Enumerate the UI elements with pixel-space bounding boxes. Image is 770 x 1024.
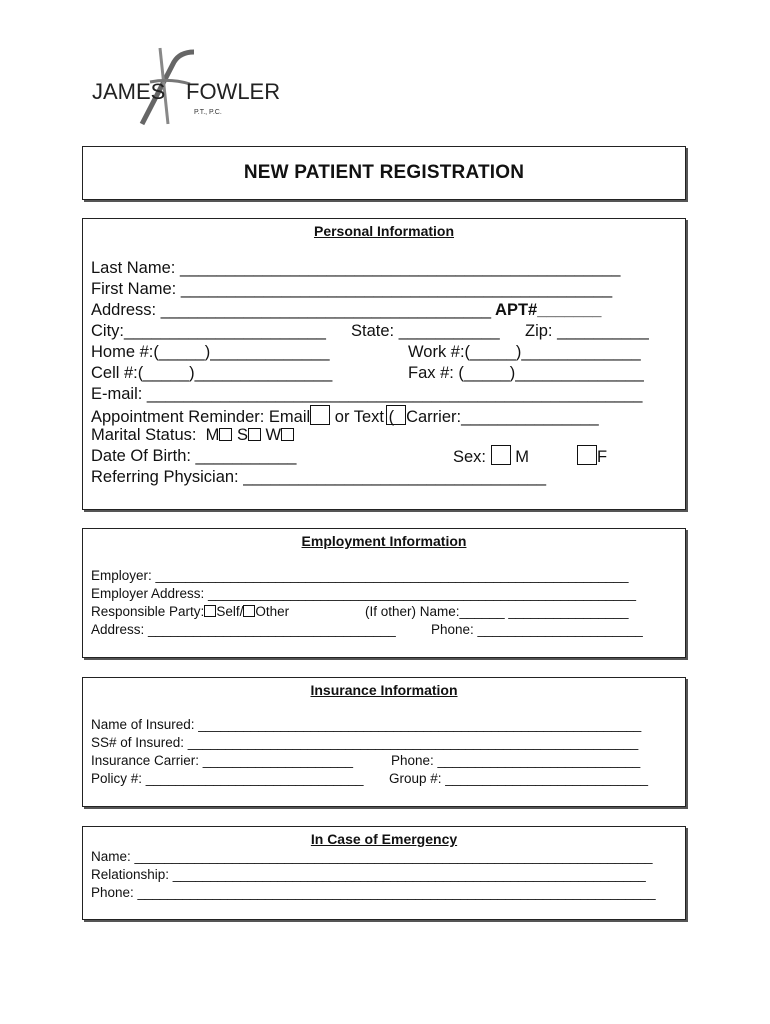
employment-heading: Employment Information (301, 533, 467, 549)
reminder-or-label: or Text ( (330, 408, 395, 426)
referring-physician-field[interactable]: Referring Physician: _________________________________ (91, 468, 547, 486)
marital-m-checkbox[interactable] (219, 428, 232, 441)
email-field[interactable]: E-mail: ______________________________________________________ (91, 385, 643, 403)
emergency-name-field[interactable]: Name: _____________________________________________________________________ (91, 849, 653, 864)
address-line (91, 301, 601, 320)
marital-status-line (91, 426, 294, 445)
marital-w-checkbox[interactable] (281, 428, 294, 441)
employment-information-section (82, 528, 686, 658)
group-number-field[interactable]: Group #: ___________________________ (389, 771, 648, 786)
form-title: NEW PATIENT REGISTRATION (243, 162, 525, 183)
other-checkbox[interactable] (243, 605, 255, 617)
reminder-line (91, 405, 599, 427)
svg-text:FOWLER: FOWLER (186, 79, 280, 104)
sex-f-line (577, 445, 607, 467)
sex-f-label: F (597, 448, 608, 466)
home-phone-field[interactable]: Home #:(_____)_____________ (91, 343, 330, 361)
sex-m-checkbox[interactable] (491, 445, 511, 465)
address-field[interactable]: Address: ____________________________________ (91, 301, 492, 319)
svg-text:JAMES: JAMES (92, 79, 166, 104)
emergency-section (82, 826, 686, 920)
insurance-phone-field[interactable]: Phone: ___________________________ (391, 753, 641, 768)
insurance-carrier-field[interactable]: Insurance Carrier: ____________________ (91, 753, 353, 768)
state-field[interactable]: State: ___________ (351, 322, 500, 340)
apt-field[interactable]: APT#_______ (491, 301, 602, 319)
employer-field[interactable]: Employer: _______________________________________________________________ (91, 568, 629, 583)
insurance-heading: Insurance Information (310, 682, 458, 698)
svg-text:P.T., P.C.: P.T., P.C. (194, 109, 222, 116)
self-label: Self/ (216, 604, 244, 619)
personal-heading: Personal Information (313, 223, 455, 239)
insurance-information-section (82, 677, 686, 807)
responsible-party-line (91, 604, 289, 619)
ss-of-insured-field[interactable]: SS# of Insured: ____________________________________________________________ (91, 735, 639, 750)
sex-m-label: M (510, 448, 529, 466)
emergency-phone-field[interactable]: Phone: _____________________________________________________________________ (91, 885, 656, 900)
if-other-name-field[interactable]: (If other) Name:______ ________________ (365, 604, 629, 619)
email-reminder-checkbox[interactable] (310, 405, 330, 425)
last-name-field[interactable]: Last Name: ________________________________________________ (91, 259, 621, 277)
company-logo (90, 44, 280, 130)
sex-line (453, 445, 529, 467)
work-phone-field[interactable]: Work #:(_____)_____________ (408, 343, 641, 361)
cell-phone-field[interactable]: Cell #:(_____)_______________ (91, 364, 333, 382)
marital-w-label: W (260, 426, 282, 444)
emergency-relationship-field[interactable]: Relationship: _______________________________________________________________ (91, 867, 646, 882)
text-reminder-checkbox[interactable] (386, 405, 406, 425)
responsible-address-field[interactable]: Address: _________________________________ (91, 622, 396, 637)
marital-s-label: S (232, 426, 248, 444)
marital-s-checkbox[interactable] (248, 428, 261, 441)
self-checkbox[interactable] (204, 605, 216, 617)
carrier-field[interactable]: Carrier:_______________ (406, 408, 599, 426)
city-field[interactable]: City:______________________ (91, 322, 326, 340)
zip-field[interactable]: Zip: __________ (525, 322, 649, 340)
responsible-label: Responsible Party: (91, 604, 205, 619)
sex-f-checkbox[interactable] (577, 445, 597, 465)
marital-label: Marital Status: M (91, 426, 220, 444)
sex-label: Sex: (453, 448, 487, 466)
dob-field[interactable]: Date Of Birth: ___________ (91, 447, 297, 465)
emergency-heading: In Case of Emergency (310, 831, 458, 847)
policy-number-field[interactable]: Policy #: _____________________________ (91, 771, 364, 786)
other-label: Other (255, 604, 290, 619)
reminder-label: Appointment Reminder: Email (91, 408, 311, 426)
name-of-insured-field[interactable]: Name of Insured: ___________________________________________________________ (91, 717, 642, 732)
title-box (82, 146, 686, 200)
employer-address-field[interactable]: Employer Address: _________________________________________________________ (91, 586, 637, 601)
personal-information-section (82, 218, 686, 510)
responsible-phone-field[interactable]: Phone: ______________________ (431, 622, 643, 637)
fax-field[interactable]: Fax #: (_____)______________ (408, 364, 644, 382)
first-name-field[interactable]: First Name: _______________________________________________ (91, 280, 613, 298)
